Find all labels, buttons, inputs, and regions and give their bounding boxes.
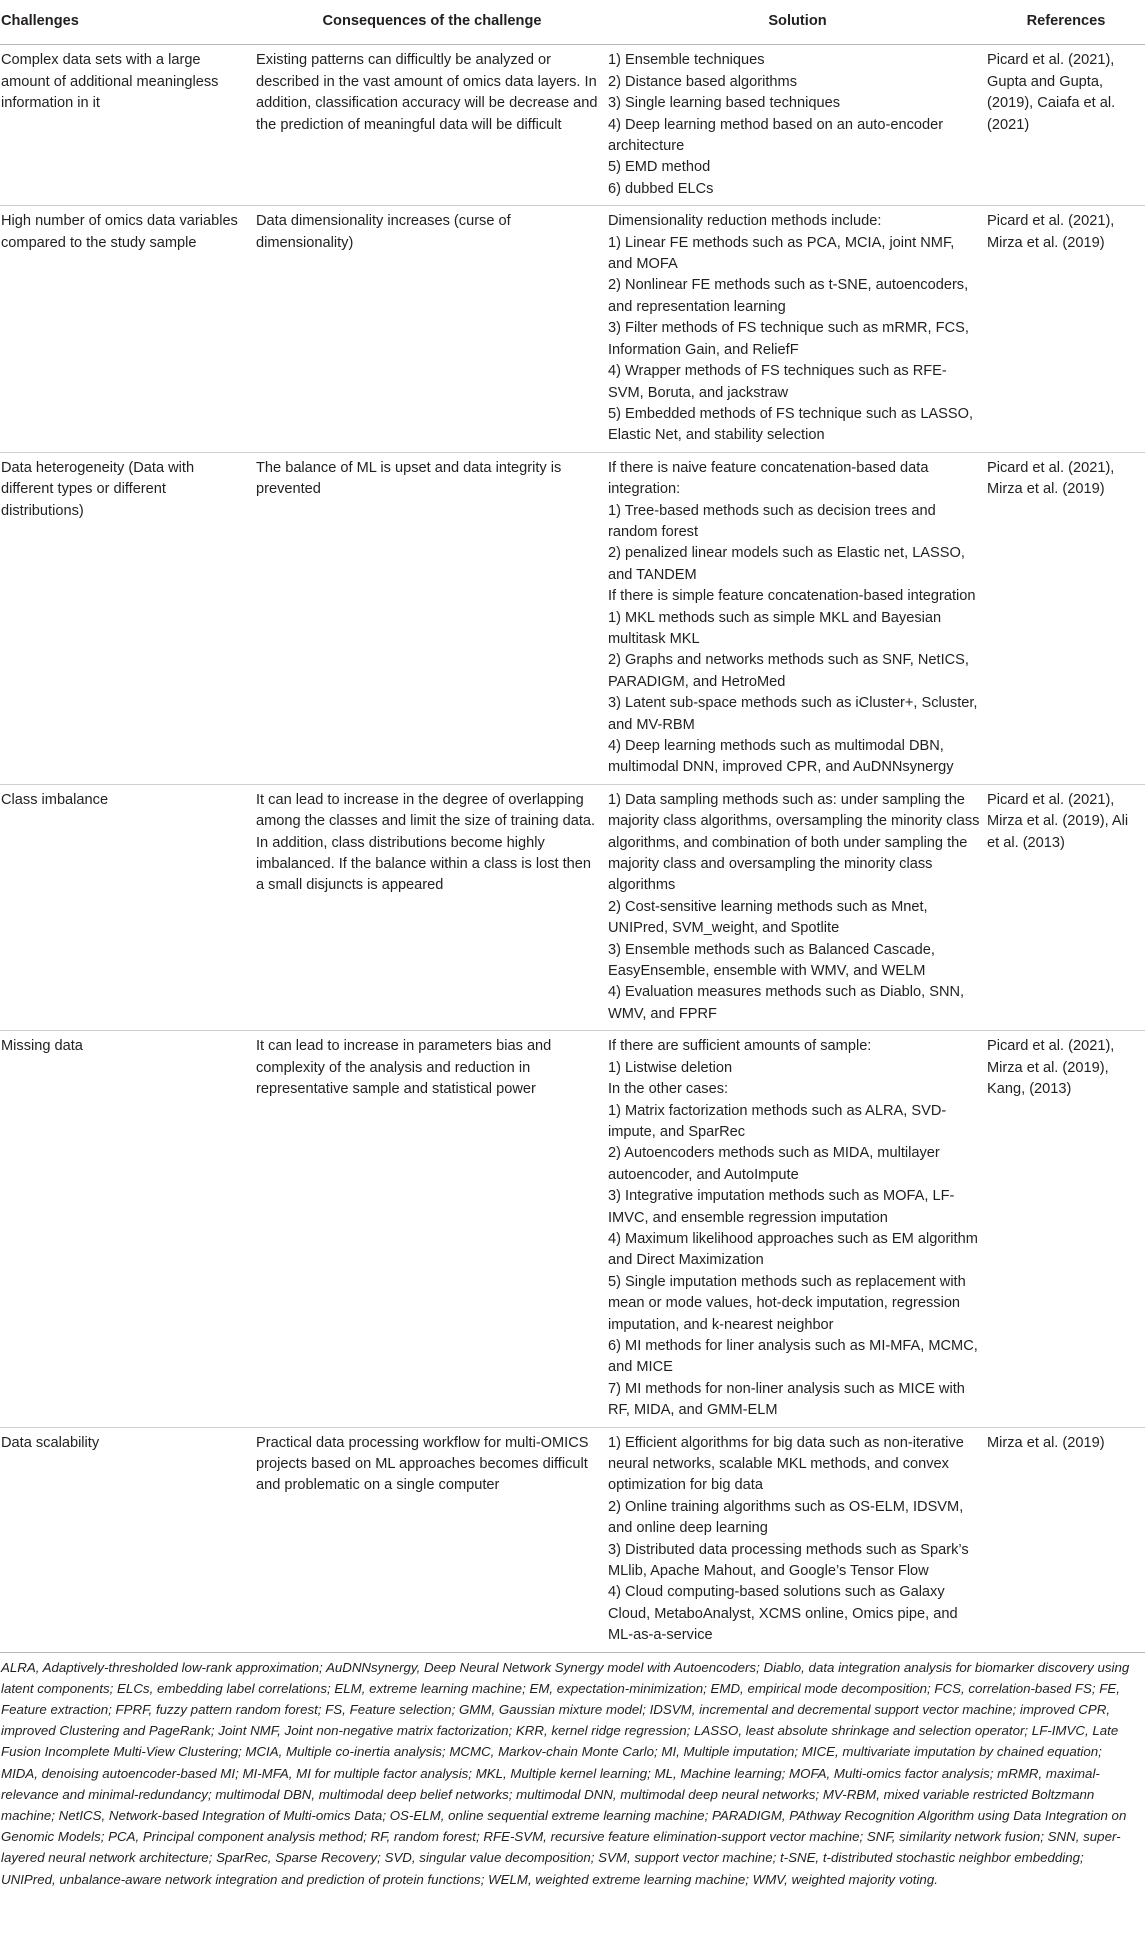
solution-item: 6) MI methods for liner analysis such as MI-MFA, MCMC, and MICE [608,1337,978,1376]
challenge-cell: Data heterogeneity (Data with different types or different distributions) [0,452,256,784]
solution-item: 2) penalized linear models such as Elastic net, LASSO, and TANDEM [608,545,965,583]
solution-item: 1) Matrix factorization methods such as ALRA, SVD-impute, and SparRec [608,1102,947,1140]
solution-item: 3) Filter methods of FS technique such as mRMR, FCS, Information Gain, and ReliefF [608,320,969,358]
header-solution: Solution [608,0,987,45]
challenge-cell: Complex data sets with a large amount of additional meaningless information in it [0,45,256,206]
solution-item: 3) Latent sub-space methods such as iCluster+, Scluster, and MV-RBM [608,695,978,733]
references-cell: Picard et al. (2021), Mirza et al. (2019), Kang, (2013) [987,1031,1145,1427]
solution-item: 3) Ensemble methods such as Balanced Cascade, EasyEnsemble, ensemble with WMV, and WELM [608,941,935,980]
solution-item: 1) Tree-based methods such as decision trees and random forest [608,502,936,540]
solution-item: 2) Graphs and networks methods such as SNF, NetICS, PARADIGM, and HetroMed [608,652,969,690]
references-cell: Picard et al. (2021), Mirza et al. (2019), Ali et al. (2013) [987,784,1145,1030]
consequence-cell: The balance of ML is upset and data integrity is prevented [256,452,608,784]
solution-cell [608,45,987,206]
solution-item: 1) Ensemble techniques [608,52,765,69]
solution-item: If there is naive feature concatenation-based data integration: [608,459,929,498]
header-consequences: Consequences of the challenge [256,0,608,45]
solution-item: 1) Data sampling methods such as: under sampling the majority class algorithms, oversampling the minority class algorithms, and combination of both under sampling the majority class and oversampling the minority class algorithms [608,791,980,894]
solution-cell [608,1427,987,1652]
solution-item: 4) Deep learning methods such as multimodal DBN, multimodal DNN, improved CPR, and AuDNNsynergy [608,738,954,776]
solution-item: 7) MI methods for non-liner analysis such as MICE with RF, MIDA, and GMM-ELM [608,1380,965,1419]
references-cell: Picard et al. (2021), Gupta and Gupta, (2019), Caiafa et al. (2021) [987,45,1145,206]
solution-item: 1) Efficient algorithms for big data such as non-iterative neural networks, scalable MKL methods, and convex optimization for big data [608,1434,964,1494]
solution-item: 1) Linear FE methods such as PCA, MCIA, joint NMF, and MOFA [608,234,955,273]
consequence-cell: Data dimensionality increases (curse of dimensionality) [256,206,608,452]
solution-cell [608,452,987,784]
solution-item: 3) Integrative imputation methods such as MOFA, LF-IMVC, and ensemble regression imputation [608,1188,955,1226]
table-row [0,206,1145,452]
abbreviations-footnote: ALRA, Adaptively-thresholded low-rank approximation; AuDNNsynergy, Deep Neural Network Synergy model with Autoencoders; Diablo, data integration analysis for biomarker discovery using latent components; ELCs, embedding label correlations; ELM, extreme learning machine; EM, expectation-minimization; EMD, empirical mode decomposition; FCS, correlation-based FS; FE, Feature extraction; FPRF, fuzzy pattern random forest; FS, Feature selection; GMM, Gaussian mixture model; IDSVM, incremental and decremental support vector machine; improved CPR, improved Clustering and PageRank; Joint NMF, Joint non-negative matrix factorization; KRR, kernel ridge regression; LASSO, least absolute shrinkage and selection operator; LF-IMVC, Late Fusion Incomplete Multi-View Clustering; MCIA, Multiple co-inertia analysis; MCMC, Markov-chain Monte Carlo; MI, Multiple imputation; MICE, multivariate imputation by chained equation; MIDA, denoising autoencoder-based MI; MI-MFA, MI for multiple factor analysis; MKL, Multiple kernel learning; ML, Machine learning; MOFA, Multi-omics factor analysis; mRMR, maximal-relevance and minimal-redundancy; multimodal DBN, multimodal deep belief networks; multimodal DNN, multimodal deep neural networks; MV-RBM, mixed variable restricted Boltzmann machine; NetICS, Network-based Integration of Multi-omics Data; OS-ELM, online sequential extreme learning machine; PARADIGM, PAthway Recognition Algorithm using Data Integration on Genomic Models; PCA, Principal component analysis method; RF, random forest; RFE-SVM, recursive feature elimination-support vector machine; SNF, similarity network fusion; SNN, super-layered neural network architecture; SparRec, Sparse Recovery; SVD, singular value decomposition; SVM, support vector machine; t-SNE, t-distributed stochastic neighbor embedding; UNIPred, unbalance-aware network integration and prediction of protein functions; WELM, weighted extreme learning machine; WMV, weighted majority voting. [0,1652,1145,1890]
solution-item: 2) Autoencoders methods such as MIDA, multilayer autoencoder, and AutoImpute [608,1145,940,1183]
challenge-cell: Class imbalance [0,784,256,1030]
solution-item: 1) MKL methods such as simple MKL and Bayesian multitask MKL [608,609,942,647]
references-cell: Picard et al. (2021), Mirza et al. (2019) [987,206,1145,452]
solution-item: 4) Deep learning method based on an auto-encoder architecture [608,116,944,155]
solution-item: 4) Maximum likelihood approaches such as EM algorithm and Direct Maximization [608,1230,978,1269]
header-challenges: Challenges [0,0,256,45]
solution-item: 1) Listwise deletion [608,1059,733,1076]
solution-item: If there is simple feature concatenation-based integration [608,588,976,605]
consequence-cell: It can lead to increase in parameters bias and complexity of the analysis and reduction in representative sample and statistical power [256,1031,608,1427]
solution-item: In the other cases: [608,1081,729,1098]
solution-item: 5) EMD method [608,159,711,176]
solution-item: 4) Evaluation measures methods such as Diablo, SNN, WMV, and FPRF [608,984,965,1022]
table-row [0,45,1145,206]
references-cell: Mirza et al. (2019) [987,1434,1105,1451]
consequence-cell: Existing patterns can difficultly be analyzed or described in the vast amount of omics data layers. In addition, classification accuracy will be decrease and the prediction of meaningful data will be difficult [256,45,608,206]
references-cell: Picard et al. (2021), Mirza et al. (2019) [987,452,1145,784]
solution-cell [608,784,987,1030]
solution-item: 4) Cloud computing-based solutions such as Galaxy Cloud, MetaboAnalyst, XCMS online, Omics pipe, and ML-as-a-service [608,1584,958,1644]
consequence-cell: It can lead to increase in the degree of overlapping among the classes and limit the size of training data. In addition, class distributions become highly imbalanced. If the balance within a class is lost then a small disjuncts is appeared [256,784,608,1030]
solution-item: 2) Distance based algorithms [608,73,797,90]
solution-cell [608,1031,987,1427]
challenge-cell: Missing data [0,1031,256,1427]
header-row [0,0,1145,45]
solution-item: 5) Embedded methods of FS technique such as LASSO, Elastic Net, and stability selection [608,405,974,444]
solution-item: 5) Single imputation methods such as replacement with mean or mode values, hot-deck imputation, regression imputation, and k-nearest neighbor [608,1273,966,1333]
consequence-cell: Practical data processing workflow for multi-OMICS projects based on ML approaches becomes difficult and problematic on a single computer [256,1434,589,1494]
solution-item: 2) Nonlinear FE methods such as t-SNE, autoencoders, and representation learning [608,277,969,315]
solution-item: If there are sufficient amounts of sample: [608,1038,872,1055]
solution-cell [608,206,987,452]
challenge-cell: Data scalability [1,1434,100,1451]
solution-item: 2) Cost-sensitive learning methods such as Mnet, UNIPred, SVM_weight, and Spotlite [608,898,928,937]
table-row [0,1031,1145,1427]
table-body [0,45,1145,1652]
solution-item: 3) Distributed data processing methods such as Spark’s MLlib, Apache Mahout, and Google’s Tensor Flow [608,1541,969,1580]
solution-item: 2) Online training algorithms such as OS-ELM, IDSVM, and online deep learning [608,1498,964,1537]
solution-item: 3) Single learning based techniques [608,95,841,112]
header-references: References [987,0,1145,45]
solution-item: Dimensionality reduction methods include: [608,213,882,230]
table-row [0,452,1145,784]
challenge-cell: High number of omics data variables compared to the study sample [0,206,256,452]
solution-item: 4) Wrapper methods of FS techniques such as RFE-SVM, Boruta, and jackstraw [608,363,947,401]
solution-item: 6) dubbed ELCs [608,180,714,197]
table-row [0,1427,1145,1652]
table-row [0,784,1145,1030]
